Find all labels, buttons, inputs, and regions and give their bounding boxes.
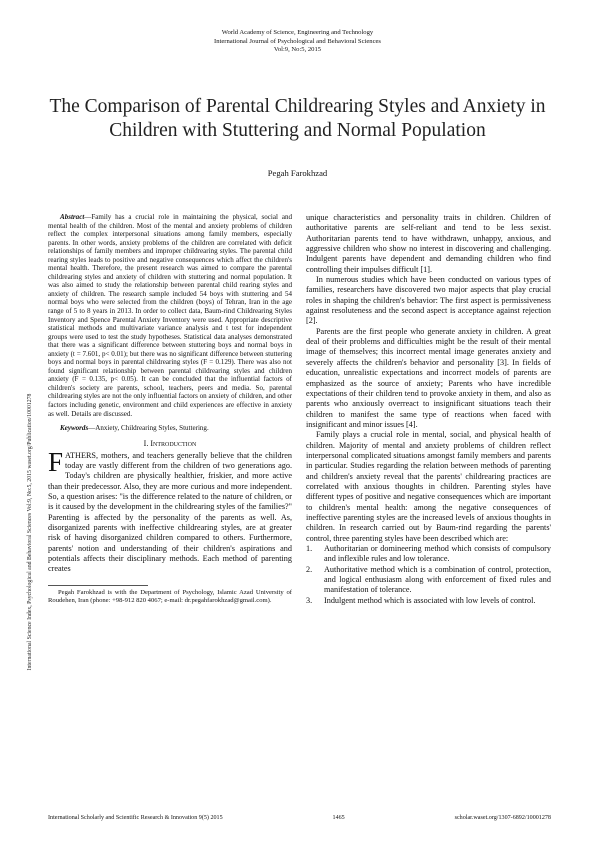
drop-cap: F xyxy=(48,446,64,477)
abstract-label: Abstract xyxy=(60,213,85,221)
header-publisher: World Academy of Science, Engineering and Technology xyxy=(221,29,374,36)
intro-paragraph xyxy=(48,446,292,575)
intro-text: ATHERS, mothers, and teachers generally believe that the children today are vastly different from the children of two generations ago. Today's children are physically healthier, friskier, and more active than their predecessor. Also, they are more curious and more independent. So, a question arises: "is the difference related to the nature of children, or is it caused by the development in the childrearing styles of the families?" Parenting is affected by the personality of the parents as well. As, disorganized parents with ineffective childrearing styles, are at greater risk of having disorganized children compared to others. Furthermore, parents' notion and understanding of their children's aspirations and potentials affects their disciplinary methods. Each method of parenting creates xyxy=(48,450,292,574)
footer-journal: International Scholarly and Scientific Research & Innovation 9(5) 2015 xyxy=(48,815,223,821)
list-number: 1. xyxy=(306,544,313,553)
list-text: Indulgent method which is associated with low levels of control. xyxy=(324,595,536,605)
abstract xyxy=(48,213,292,418)
left-column xyxy=(48,213,292,605)
keywords-text: —Anxiety, Childrearing Styles, Stuttering. xyxy=(88,424,209,433)
keywords xyxy=(48,424,292,433)
paper-title: The Comparison of Parental Childrearing Styles and Anxiety in Children with Stuttering and Normal Population xyxy=(49,96,546,141)
body-paragraph: Family plays a crucial role in mental, social, and physical health of children. Majority of mental and anxiety problems of children reflect interpersonal complicated situations amongst family members and parents in particular. Studies regarding the relation between methods of parenting and children's anxiety reveal that the parents' childrearing practices are correlated with anxious thoughts in children. Parenting styles have different types of positive and negative consequences which are important to children's mental health: among the negative consequences of ineffective parenting styles are the increased levels of anxious thoughts in children. In research carried out by Baum-rind regarding the parents' control, three parenting styles have been described which are: xyxy=(306,430,551,543)
author-footnote: Pegah Farokhzad is with the Department of Psychology, Islamic Azad University of Roudehen, Iran (phone: +98-912 820 4067; e-mail: dr.pegahfarokhzad@gmail.com). xyxy=(48,588,292,604)
header-volume: Vol:9, No:5, 2015 xyxy=(273,46,322,54)
body-paragraph: Parents are the first people who generate anxiety in children. A great deal of their problems and difficulties might be the result of their mental image of themselves; this incorrect mental image generates anxiety and severely affects the children's behavior and personality [3]. In fields of education, unrealistic expectations and incorrect models of parents are emphasized as the source of anxiety; Parents who have incredible expectations of their children tend to provoke anxiety in them, and also as parents who anxiously overreact to insignificant situations teach their children to manifest the same type of reactions when faced with insignificant and minor issues [4]. xyxy=(306,326,551,429)
list-text: Authoritative method which is a combination of control, protection, and logical enthusiasm along with enforcement of fixed rules and manifestation of tolerance. xyxy=(324,564,551,595)
list-item xyxy=(306,565,551,596)
list-number: 2. xyxy=(306,564,313,574)
paper-author: Pegah Farokhzad xyxy=(267,168,328,178)
page-footer xyxy=(48,815,551,821)
journal-header xyxy=(0,29,595,55)
footnote-divider xyxy=(48,585,148,586)
list-number: 3. xyxy=(306,595,313,605)
right-column xyxy=(306,213,551,606)
body-paragraph: unique characteristics and personality traits in children. Children of authoritative parents are self-reliant and tend to be less sexist. Authoritarian parents tend to have withdrawn, unhappy, anxious, and aggressive children who show no interest in discovering and challenging. Indulgent parents have dependent and demanding children who find controlling their impulses difficult [1]. xyxy=(306,213,551,274)
abstract-text: —Family has a crucial role in maintaining the physical, social and mental health of the children. Most of the mental and anxiety problems of children reflect the complex interpersonal situations among family members, especially parents. In other words, anxiety problems of the children are correlated with deficit relationships of family members and improper childrearing styles. The parental child rearing styles leads to positive and negative consequences which affect the children's mental health. Therefore, the present research was aimed to compare the parental childrearing styles and anxiety of children with stuttering and normal population. It was also aimed to study the relationship between parental child rearing styles and anxiety of children. The research sample included 54 boys with stuttering and 54 normal boys who were selected from the children (boys) of Tehran, Iran in the age range of 5 to 8 years in 2013. In order to collect data, Baum-rind Childrearing Styles Inventory and Spence Parental Anxiety Inventory were used. Appropriate descriptive statistical methods and multivariate variance analysis and t test for independent groups were used to test the study hypotheses. Statistical data analyses demonstrated that there was a significant difference between stuttering boys and normal boys in anxiety (t = 7.601, p< 0.01); but there was no significant difference between stuttering boys and normal boys in parental childrearing styles (F = 0.129). There was also not found significant relationship between parental childrearing styles and children anxiety (F = 0.135, p< 0.05). It can be concluded that the influential factors of children's society are parents, school, teachers, peers and media. So, parental childrearing styles are not the only influential factors on anxiety of children, and other factors including genetic, environment and child experiences are effective in anxiety as well. Details are discussed. xyxy=(48,213,292,418)
list-item xyxy=(306,544,551,565)
body-paragraph: In numerous studies which have been conducted on various types of families, researchers have discovered two major aspects that play crucial roles in shaping the children's behavior: The first aspect is permissiveness against resoluteness and the second aspect is acceptance against rejection [2]. xyxy=(306,275,551,326)
parenting-styles-list xyxy=(306,544,551,606)
list-text: Authoritarian or domineering method which consists of compulsory and inflexible rules and low tolerance. xyxy=(324,544,551,564)
footer-link[interactable]: scholar.waset.org/1307-6892/10001278 xyxy=(454,815,551,821)
header-journal: International Journal of Psychological and Behavioral Sciences xyxy=(214,37,381,45)
list-item xyxy=(306,596,551,606)
keywords-label: Keywords xyxy=(60,424,89,433)
section-heading-introduction: I. Introduction xyxy=(143,438,197,448)
page-number: 1465 xyxy=(332,815,345,821)
sidebar-index-text: International Science Index, Psychological and Behavioral Sciences Vol:9, No:5, 2015 waset.org/Publication/10001278 xyxy=(27,393,33,671)
